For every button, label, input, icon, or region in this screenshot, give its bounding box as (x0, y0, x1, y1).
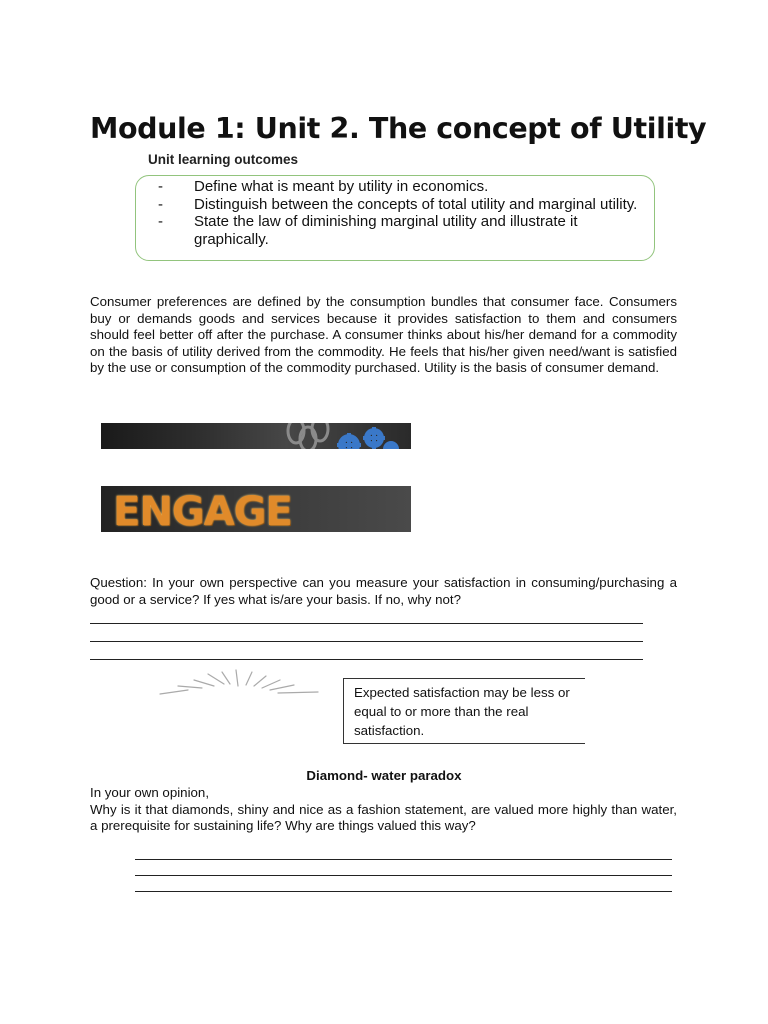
answer-line (135, 891, 672, 892)
sunburst-decoration-icon (158, 668, 322, 700)
engage-banner-image (101, 486, 411, 532)
answer-line (135, 859, 672, 860)
outcome-bullet: - (158, 195, 163, 213)
paradox-question-text: Why is it that diamonds, shiny and nice as a fashion statement, are valued more highly than water, a prerequisite for sustaining life? Why are things valued this way? (90, 801, 677, 834)
paradox-lead: In your own opinion, (90, 785, 210, 800)
satisfaction-note-text: Expected satisfaction may be less or equal to or more than the real satisfaction. (354, 685, 570, 738)
outcome-bullet: - (158, 178, 163, 195)
outcome-item (158, 213, 644, 248)
answer-line (90, 659, 643, 660)
outcome-bullet: - (158, 213, 163, 230)
paradox-question (90, 785, 677, 835)
engage-banner-word: ENGAGE (113, 489, 292, 532)
measure-satisfaction-question: Question: In your own perspective can you measure your satisfaction in consuming/purchasing a good or a service? If yes what is/are your basis. If no, why not? (90, 575, 677, 607)
answer-line (135, 875, 672, 876)
learning-outcomes-label: Unit learning outcomes (148, 152, 299, 167)
outcome-item (158, 196, 644, 214)
page-title: Module 1: Unit 2. The concept of Utility (90, 112, 707, 145)
intro-paragraph: Consumer preferences are defined by the consumption bundles that consumer face. Consumers buy or demands goods and services because it provides satisfaction to them and consumers should feel better off after the purchase. A consumer thinks about his/her demand for a commodity on the basis of utility derived from the commodity. He feels that his/her given need/want is satisfied by the use or consumption of the commodity purchased. Utility is the basis of consumer demand. (90, 294, 677, 376)
gears-banner-image (101, 423, 411, 449)
outcome-text: State the law of diminishing marginal utility and illustrate it graphically. (194, 213, 578, 248)
satisfaction-note-box (343, 678, 585, 744)
learning-outcomes-box (135, 175, 655, 261)
outcome-text: Distinguish between the concepts of total utility and marginal utility. (194, 195, 638, 213)
answer-line (90, 641, 643, 642)
gears-icon (101, 423, 411, 449)
answer-line (90, 623, 643, 624)
paradox-heading: Diamond- water paradox (306, 768, 462, 783)
outcome-text: Define what is meant by utility in economics. (194, 178, 489, 195)
outcome-item (158, 178, 644, 196)
